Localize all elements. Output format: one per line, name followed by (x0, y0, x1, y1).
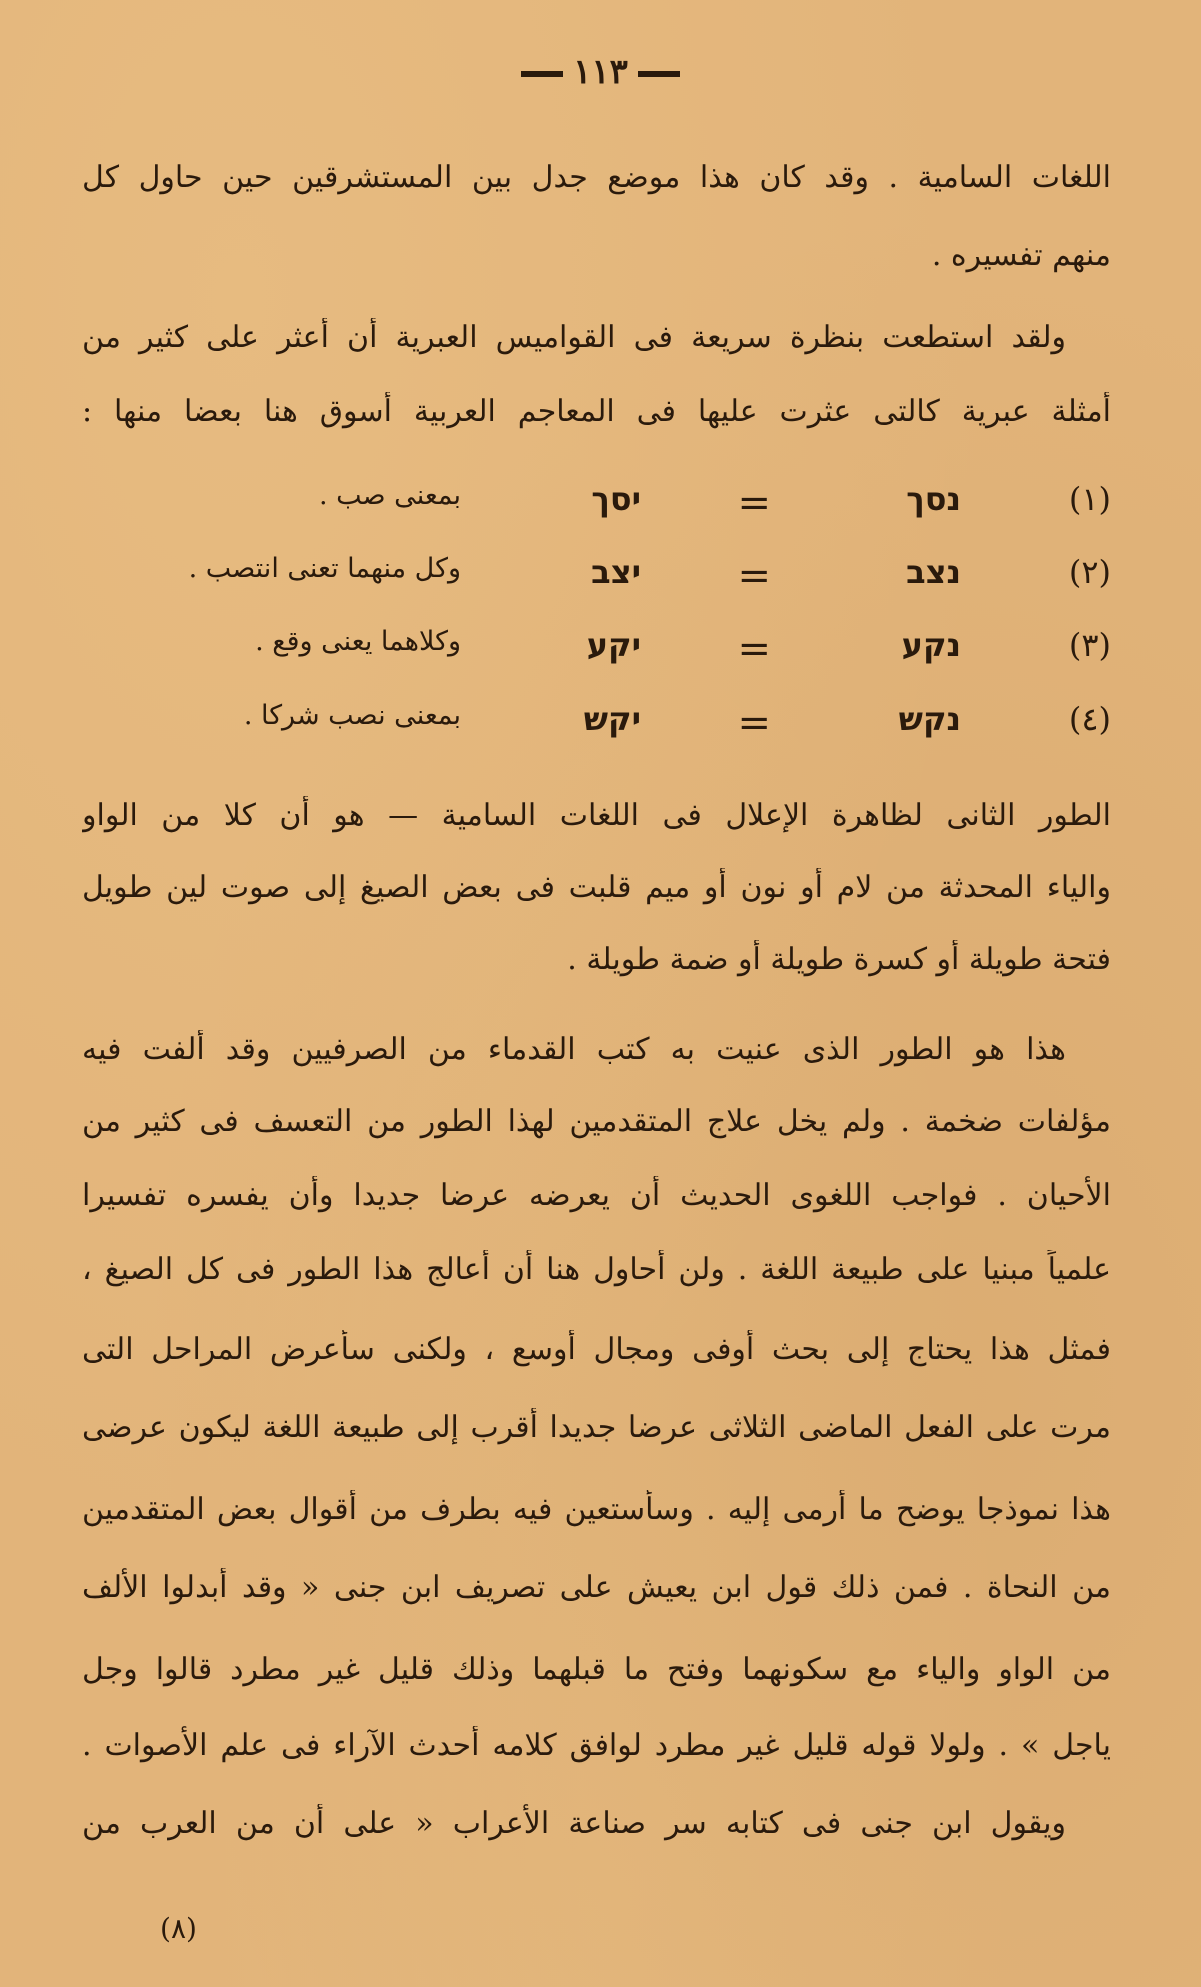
equals-sign: = (737, 700, 771, 746)
dash-left (521, 71, 563, 77)
example-row-4 (180, 700, 1111, 760)
text-line: مرت على الفعل الماضى الثلاثى عرضا جديدا أقرب إلى طبيعة اللغة ليكون عرضى (82, 1410, 1111, 1445)
example-number: (٢) (1068, 553, 1111, 591)
example-meaning: وكل منهما تعنى انتصب . (188, 553, 461, 584)
text-line: فمثل هذا يحتاج إلى بحث أوفى ومجال أوسع ، ولكنى سأعرض المراحل التى (82, 1332, 1111, 1367)
hebrew-root-y: יצב (591, 553, 641, 591)
example-meaning: وكلاهما يعنى وقع . (255, 626, 461, 657)
text-line: علمياً مبنيا على طبيعة اللغة . ولن أحاول هنا أن أعالج هذا الطور فى كل الصيغ ، (82, 1252, 1111, 1287)
hebrew-root-y: יקע (586, 626, 641, 664)
text-line: مؤلفات ضخمة . ولم يخل علاج المتقدمين لهذا الطور من التعسف فى كثير من (82, 1104, 1111, 1139)
signature-mark: (٨) (160, 1912, 197, 1945)
hebrew-root-y: יסך (591, 480, 641, 518)
page-number-header (0, 52, 1201, 92)
text-line: ولقد استطعت بنظرة سريعة فى القواميس العبرية أن أعثر على كثير من (82, 320, 1066, 355)
example-number: (١) (1068, 480, 1111, 518)
text-line: اللغات السامية . وقد كان هذا موضع جدل بين المستشرقين حين حاول كل (82, 160, 1111, 195)
text-line: الطور الثانى لظاهرة الإعلال فى اللغات السامية — هو أن كلا من الواو (82, 798, 1111, 833)
text-line: من النحاة . فمن ذلك قول ابن يعيش على تصريف ابن جنى « وقد أبدلوا الألف (82, 1570, 1111, 1605)
hebrew-root-n: נקש (898, 700, 961, 738)
hebrew-root-y: יקש (583, 700, 641, 738)
text-line: ويقول ابن جنى فى كتابه سر صناعة الأعراب « على أن من العرب من (82, 1806, 1066, 1841)
example-meaning: بمعنى صب . (319, 480, 461, 511)
hebrew-root-n: נצב (906, 553, 961, 591)
equals-sign: = (737, 480, 771, 526)
text-line: ياجل » . ولولا قوله قليل غير مطرد لوافق كلامه أحدث الآراء فى علم الأصوات . (82, 1728, 1111, 1763)
equals-sign: = (737, 553, 771, 599)
example-row-1 (180, 480, 1111, 540)
hebrew-root-n: נסך (906, 480, 961, 518)
text-line: منهم تفسيره . (931, 238, 1111, 273)
text-line: من الواو والياء مع سكونهما وفتح ما قبلهما وذلك قليل غير مطرد قالوا وجل (82, 1652, 1111, 1687)
text-line: فتحة طويلة أو كسرة طويلة أو ضمة طويلة . (567, 942, 1111, 977)
text-line: والياء المحدثة من لام أو نون أو ميم قلبت فى بعض الصيغ إلى صوت لين طويل (82, 870, 1111, 905)
text-line: هذا هو الطور الذى عنيت به كتب القدماء من الصرفيين وقد ألفت فيه (82, 1032, 1066, 1067)
example-row-3 (180, 626, 1111, 686)
dash-right (638, 71, 680, 77)
hebrew-root-n: נקע (901, 626, 961, 664)
text-line: أمثلة عبرية كالتى عثرت عليها فى المعاجم العربية أسوق هنا بعضا منها : (82, 394, 1111, 429)
example-number: (٣) (1068, 626, 1111, 664)
text-line: هذا نموذجا يوضح ما أرمى إليه . وسأستعين فيه بطرف من أقوال بعض المتقدمين (82, 1492, 1111, 1527)
equals-sign: = (737, 626, 771, 672)
example-meaning: بمعنى نصب شركا . (243, 700, 461, 731)
example-number: (٤) (1068, 700, 1111, 738)
page-number: ١١٣ (573, 52, 628, 92)
text-line: الأحيان . فواجب اللغوى الحديث أن يعرضه عرضا جديدا وأن يفسره تفسيرا (82, 1178, 1111, 1213)
example-row-2 (180, 553, 1111, 613)
